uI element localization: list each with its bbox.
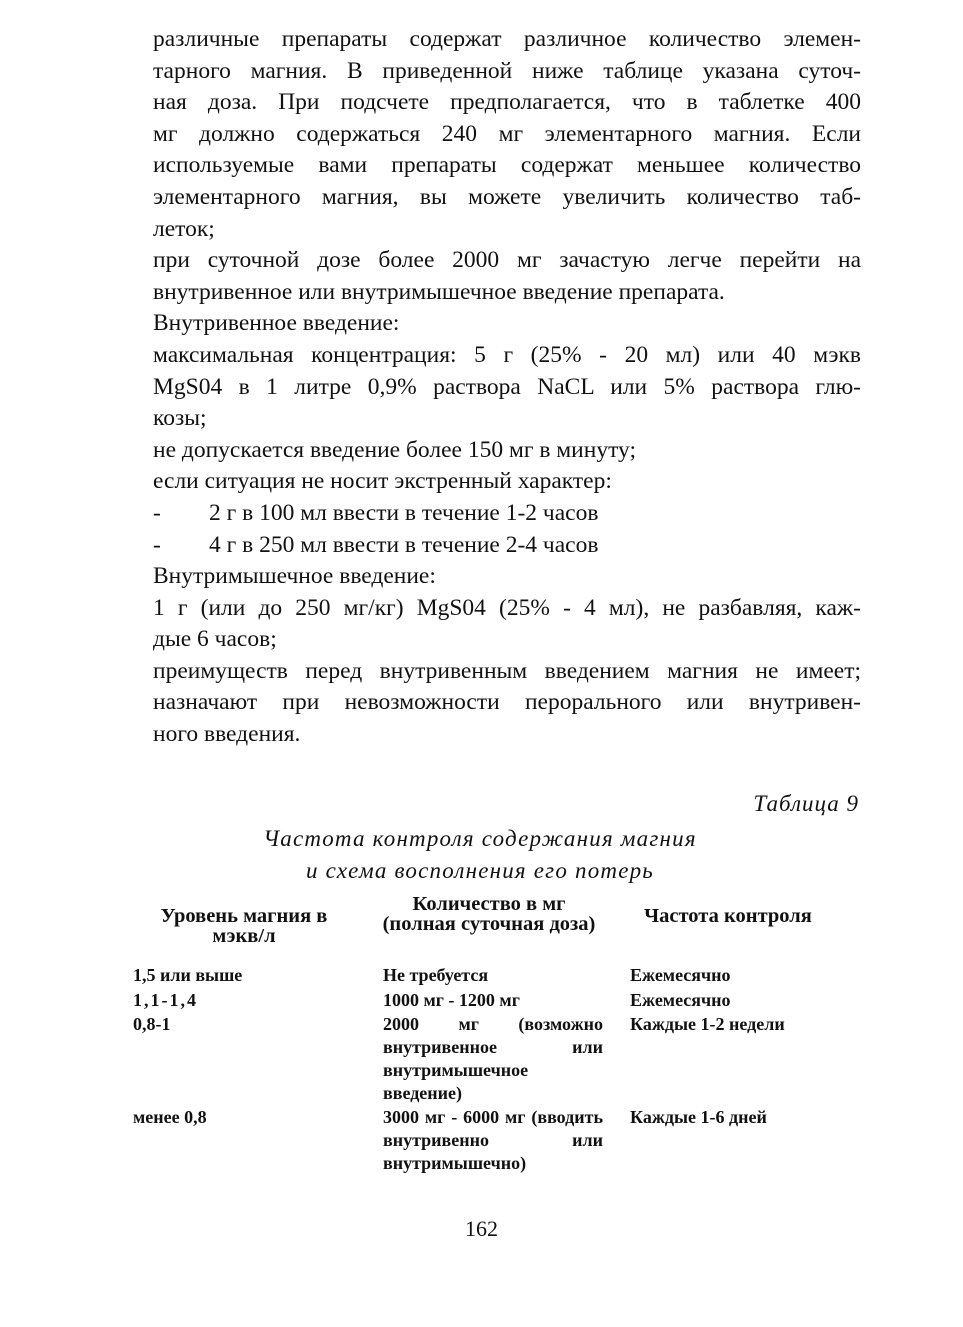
table-cell-frequency: Ежемесячно bbox=[630, 990, 731, 1010]
table-cell-frequency: Ежемесячно bbox=[630, 965, 731, 985]
text-line: назначают при невозможности перорального или внутривен- bbox=[153, 689, 861, 716]
column-header-amount: Количество в мг (полная суточная доза) bbox=[382, 893, 596, 935]
table-cell-amount: 3000 мг - 6000 мг (вводить внутривенно или внутримышечно) bbox=[383, 1107, 603, 1173]
text-line: не допускается введение более 150 мг в минуту; bbox=[153, 436, 637, 463]
text-line: 1 г (или до 250 мг/кг) MgS04 (25% - 4 мл), не разбавляя, каж- bbox=[153, 594, 861, 621]
bullet-dash: - bbox=[153, 499, 161, 526]
table-title: и схема восполнения его потерь bbox=[306, 858, 654, 883]
text-line: преимуществ перед внутривенным введением магния не имеет; bbox=[153, 657, 861, 684]
text-line: MgS04 в 1 литре 0,9% раствора NaCL или 5% раствора глю- bbox=[153, 373, 861, 400]
table-label: Таблица 9 bbox=[753, 791, 859, 816]
bullet-item bbox=[153, 530, 861, 562]
bullet-item bbox=[153, 498, 861, 530]
body-text bbox=[153, 24, 861, 751]
bullet-text: 2 г в 100 мл ввести в течение 1-2 часов bbox=[209, 499, 599, 526]
table-cell-level: менее 0,8 bbox=[133, 1107, 207, 1127]
table-cell-amount: 2000 мг (возможно внутривенное или внутримышечное введение) bbox=[383, 1014, 603, 1103]
text-line: внутривенное или внутримышечное введение препарата. bbox=[153, 278, 725, 305]
column-header-frequency: Частота контроля bbox=[644, 905, 812, 927]
page-number: 162 bbox=[465, 1216, 498, 1241]
text-line: используемые вами препараты содержат меньшее количество bbox=[153, 152, 861, 179]
text-line: мг должно содержаться 240 мг элементарного магния. Если bbox=[153, 120, 861, 147]
text-line: леток; bbox=[153, 215, 215, 242]
text-line: элементарного магния, вы можете увеличить количество таб- bbox=[153, 183, 861, 210]
text-line: козы; bbox=[153, 405, 207, 432]
table-title: Частота контроля содержания магния bbox=[263, 826, 697, 851]
table-cell-amount: Не требуется bbox=[383, 965, 489, 985]
table-cell-level: 0,8-1 bbox=[133, 1014, 171, 1034]
text-line: Внутримышечное введение: bbox=[153, 563, 436, 590]
bullet-text: 4 г в 250 мл ввести в течение 2-4 часов bbox=[209, 531, 599, 558]
text-line: различные препараты содержат различное количество элемен- bbox=[153, 26, 861, 52]
text-line: Внутривенное введение: bbox=[153, 310, 400, 337]
text-line: если ситуация не носит экстренный характер: bbox=[153, 468, 612, 495]
text-line: при суточной дозе более 2000 мг зачастую легче перейти на bbox=[153, 247, 861, 274]
column-header-level: Уровень магния в мэкв/л bbox=[160, 905, 328, 947]
text-line: ная доза. При подсчете предполагается, что в таблетке 400 bbox=[153, 89, 861, 116]
table-cell-frequency: Каждые 1-2 недели bbox=[630, 1014, 785, 1034]
text-line: ного введения. bbox=[153, 721, 301, 748]
table-cell-level: 1,5 или выше bbox=[133, 965, 243, 985]
table-cell-level: 1,1-1,4 bbox=[133, 990, 198, 1010]
table-cell-frequency: Каждые 1-6 дней bbox=[630, 1107, 767, 1127]
table-cell-amount: 1000 мг - 1200 мг bbox=[383, 990, 520, 1010]
text-line: дые 6 часов; bbox=[153, 626, 277, 653]
bullet-dash: - bbox=[153, 531, 161, 558]
text-line: максимальная концентрация: 5 г (25% - 20 мл) или 40 мэкв bbox=[153, 341, 861, 368]
text-line: тарного магния. В приведенной ниже таблице указана суточ- bbox=[153, 57, 861, 84]
